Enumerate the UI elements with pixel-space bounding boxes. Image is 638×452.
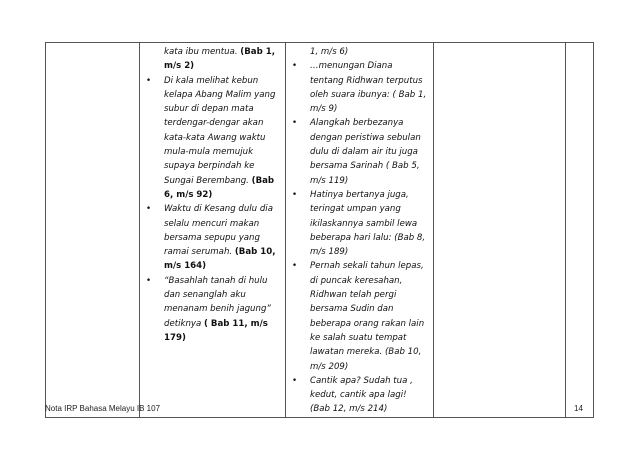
table-cell-col4 bbox=[434, 43, 566, 418]
list-item bbox=[146, 74, 279, 203]
list-item bbox=[292, 188, 427, 259]
item-text: 1, m/s 6) bbox=[310, 47, 349, 57]
list-item bbox=[292, 45, 427, 59]
list-item bbox=[292, 59, 427, 116]
bullet-icon: • bbox=[292, 375, 298, 386]
bullet-icon: • bbox=[292, 118, 298, 129]
item-ref: (Bab 1, m/s 2) bbox=[164, 47, 275, 72]
list-item bbox=[146, 45, 279, 74]
bullet-icon: • bbox=[146, 275, 152, 286]
item-text: …menungan Diana tentang Ridhwan terputus oleh suara ibunya: ( Bab 1, m/s 9) bbox=[310, 61, 427, 115]
table-cell-col3 bbox=[286, 43, 434, 418]
item-text: “Basahlah tanah di hulu dan senanglah aku menanam benih jagung” detiknya bbox=[164, 275, 271, 329]
table-cell-col1 bbox=[46, 43, 140, 418]
item-text: Hatinya bertanya juga, teringat umpan yang ikilaskannya sambil lewa beberapa hari lalu: (Bab 8, m/s 189) bbox=[310, 189, 426, 258]
item-text: kata ibu mentua. bbox=[164, 47, 238, 57]
list-item bbox=[292, 259, 427, 373]
item-text: Waktu di Kesang dulu dia selalu mencuri makan bersama sepupu yang ramai serumah. bbox=[164, 204, 273, 258]
item-ref: (Bab 6, m/s 92) bbox=[164, 175, 275, 200]
notes-table bbox=[45, 42, 594, 418]
item-ref: (Bab 10, m/s 164) bbox=[164, 247, 276, 272]
list-item bbox=[292, 374, 427, 417]
item-text: Pernah sekali tahun lepas, di puncak keresahan, Ridhwan telah pergi bersama Sudin dan beberapa orang rakan lain ke salah suatu tempat lawatan mereka. (Bab 10, m/s 209) bbox=[310, 261, 425, 372]
page-number: 14 bbox=[574, 404, 583, 413]
table-row bbox=[46, 43, 594, 418]
table-cell-col5 bbox=[566, 43, 594, 418]
bullet-icon: • bbox=[292, 261, 298, 272]
bullet-icon: • bbox=[292, 61, 298, 72]
item-text: Cantik apa? Sudah tua , kedut, cantik apa lagi! (Bab 12, m/s 214) bbox=[310, 375, 413, 415]
item-text: Alangkah berbezanya dengan peristiwa sebulan dulu di dalam air itu juga bersama Sarinah ( Bab 5, m/s 119) bbox=[310, 118, 421, 186]
table-cell-col2 bbox=[140, 43, 286, 418]
bullet-icon: • bbox=[146, 204, 152, 215]
list-item bbox=[146, 274, 279, 345]
bullet-icon: • bbox=[146, 75, 152, 86]
list-item bbox=[292, 116, 427, 187]
footer-title: Nota IRP Bahasa Melayu IB 107 bbox=[45, 404, 161, 413]
item-ref: ( Bab 11, m/s 179) bbox=[164, 318, 268, 343]
bullet-icon: • bbox=[292, 189, 298, 200]
list-item bbox=[146, 202, 279, 273]
item-text: Di kala melihat kebun kelapa Abang Malim yang subur di depan mata terdengar-dengar akan kata-kata Awang waktu mula-mula memujuk supaya berpindah ke Sungai Berembang. bbox=[164, 75, 276, 186]
